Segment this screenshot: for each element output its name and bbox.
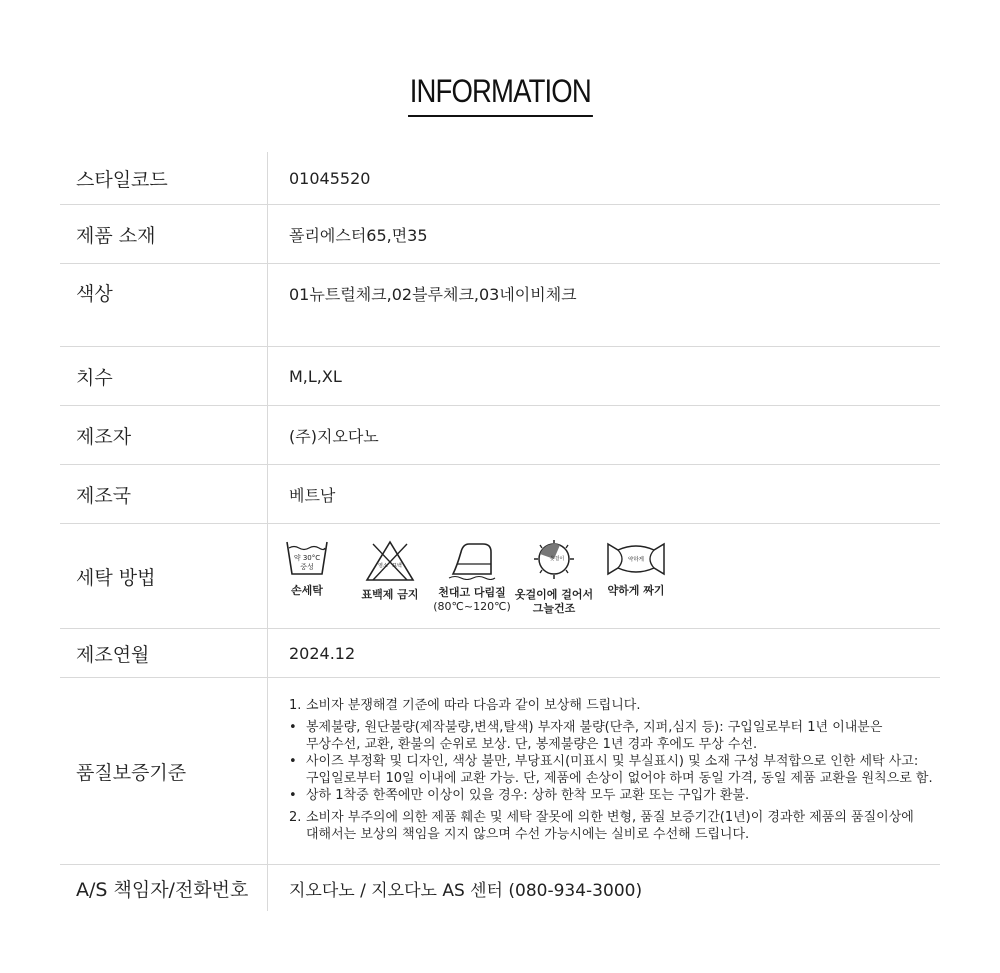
- row-label: 제조연월: [60, 629, 268, 677]
- quality-marker: •: [289, 753, 297, 769]
- washing-icons-cell: [268, 524, 940, 628]
- row-label: 제품 소재: [60, 205, 268, 263]
- row-label: 스타일코드: [60, 152, 268, 204]
- wash-symbol-iron: [431, 540, 513, 614]
- quality-cell: [268, 678, 940, 864]
- quality-text-cont: 구입일로부터 10일 이내에 교환 가능. 단, 제품에 손상이 없어야 하며 동일 가격, 동일 제품 교환을 원칙으로 함.: [306, 770, 933, 786]
- row-value: (주)지오다노: [289, 426, 379, 446]
- page-title: INFORMATION: [408, 70, 593, 117]
- no-bleach-icon: [365, 540, 415, 582]
- row-label: 품질보증기준: [60, 678, 268, 864]
- row-washing: [60, 524, 940, 629]
- quality-marker: 1.: [289, 697, 302, 713]
- wash-caption: [515, 588, 593, 616]
- title-wrap: [0, 70, 1000, 117]
- row-size: [60, 347, 940, 406]
- quality-list: [289, 695, 933, 848]
- quality-text: 소비자 분쟁해결 기준에 따라 다음과 같이 보상해 드립니다.: [306, 697, 641, 713]
- wash-caption-main: 옷걸이에 걸어서: [514, 588, 594, 601]
- row-quality-guarantee: [60, 678, 940, 865]
- wash-caption-main: 천대고 다림질: [438, 586, 506, 599]
- hand-wash-temp-text: 약 30°C: [293, 554, 321, 562]
- row-value: 2024.12: [289, 643, 356, 663]
- row-as-contact: [60, 865, 940, 911]
- quality-text-line: 소비자 부주의에 의한 제품 훼손 및 세탁 잘못에 의한 변형, 품질 보증기간(1년)이 경과한 제품의 품질이상에: [306, 809, 914, 825]
- wash-caption: 표백제 금지: [361, 588, 419, 601]
- row-label: 세탁 방법: [60, 524, 268, 628]
- row-manufacturer: [60, 406, 940, 465]
- wash-caption: 손세탁: [291, 584, 323, 597]
- row-manufacture-date: [60, 629, 940, 678]
- no-bleach-text-left: 염소: [378, 563, 388, 569]
- row-value: 01뉴트럴체크,02블루체크,03네이비체크: [289, 285, 577, 304]
- row-label: 색상: [60, 264, 268, 346]
- quality-marker: •: [289, 787, 297, 803]
- hang-dry-shade-icon: [530, 540, 578, 582]
- quality-text-cont: 무상수선, 교환, 환불의 순위로 보상. 단, 봉제불량은 1년 경과 후에도 무상 수선.: [306, 736, 758, 752]
- quality-text: [306, 753, 933, 787]
- row-color: [60, 264, 940, 347]
- row-country: [60, 465, 940, 524]
- hand-wash-detergent-text: 중성: [300, 563, 314, 571]
- row-value: 베트남: [289, 485, 336, 505]
- quality-marker: 2.: [289, 809, 302, 825]
- row-label: 제조자: [60, 406, 268, 464]
- row-value: 폴리에스터65,면35: [289, 225, 428, 245]
- iron-icon: [447, 540, 497, 580]
- row-value: 01045520: [289, 168, 371, 188]
- row-value: M,L,XL: [289, 366, 342, 386]
- hang-dry-text: 옷걸이: [549, 556, 565, 562]
- wash-caption-sub: 그늘건조: [532, 602, 576, 615]
- quality-item: [289, 787, 933, 804]
- wash-symbol-gentle-wring: [595, 540, 677, 598]
- gentle-wring-text: 약하게: [628, 557, 644, 563]
- gentle-wring-icon: [606, 540, 666, 578]
- quality-item: [289, 753, 933, 787]
- row-label: 제조국: [60, 465, 268, 523]
- quality-text: [306, 719, 882, 753]
- quality-text-line: 봉제불량, 원단불량(제작불량,변색,탈색) 부자재 불량(단추, 지퍼,심지 등): 구입일로부터 1년 이내분은: [306, 719, 883, 735]
- row-label: 치수: [60, 347, 268, 405]
- quality-item: [289, 719, 933, 753]
- wash-symbol-no-bleach: [349, 540, 431, 602]
- row-value: 지오다노 / 지오다노 AS 센터 (080-934-3000): [289, 880, 643, 901]
- quality-text-line: 사이즈 부정확 및 디자인, 색상 불만, 부당표시(미표시 및 부실표시) 및 소재 구성 부적합으로 인한 세탁 사고:: [306, 753, 919, 769]
- quality-item: [289, 809, 933, 843]
- no-bleach-text-right: 표백: [392, 563, 402, 569]
- quality-text-cont: 대해서는 보상의 책임을 지지 않으며 수선 가능시에는 실비로 수선해 드립니다.: [306, 826, 750, 842]
- quality-marker: •: [289, 719, 297, 735]
- quality-text: [306, 809, 914, 843]
- row-label: A/S 책임자/전화번호: [60, 865, 268, 911]
- hand-wash-icon: [285, 540, 329, 578]
- row-style-code: [60, 152, 940, 205]
- row-material: [60, 205, 940, 264]
- wash-symbol-hand-wash: [279, 540, 335, 598]
- washing-icon-list: [289, 540, 677, 616]
- wash-symbol-hang-dry: [513, 540, 595, 616]
- wash-caption-sub: (80℃~120℃): [433, 600, 511, 613]
- quality-item: [289, 697, 933, 714]
- wash-caption: 약하게 짜기: [607, 584, 665, 597]
- wash-caption: [433, 586, 511, 614]
- quality-text: 상하 1착중 한쪽에만 이상이 있을 경우: 상하 한착 모두 교환 또는 구입가 환불.: [306, 787, 750, 803]
- product-info-table: [60, 152, 940, 911]
